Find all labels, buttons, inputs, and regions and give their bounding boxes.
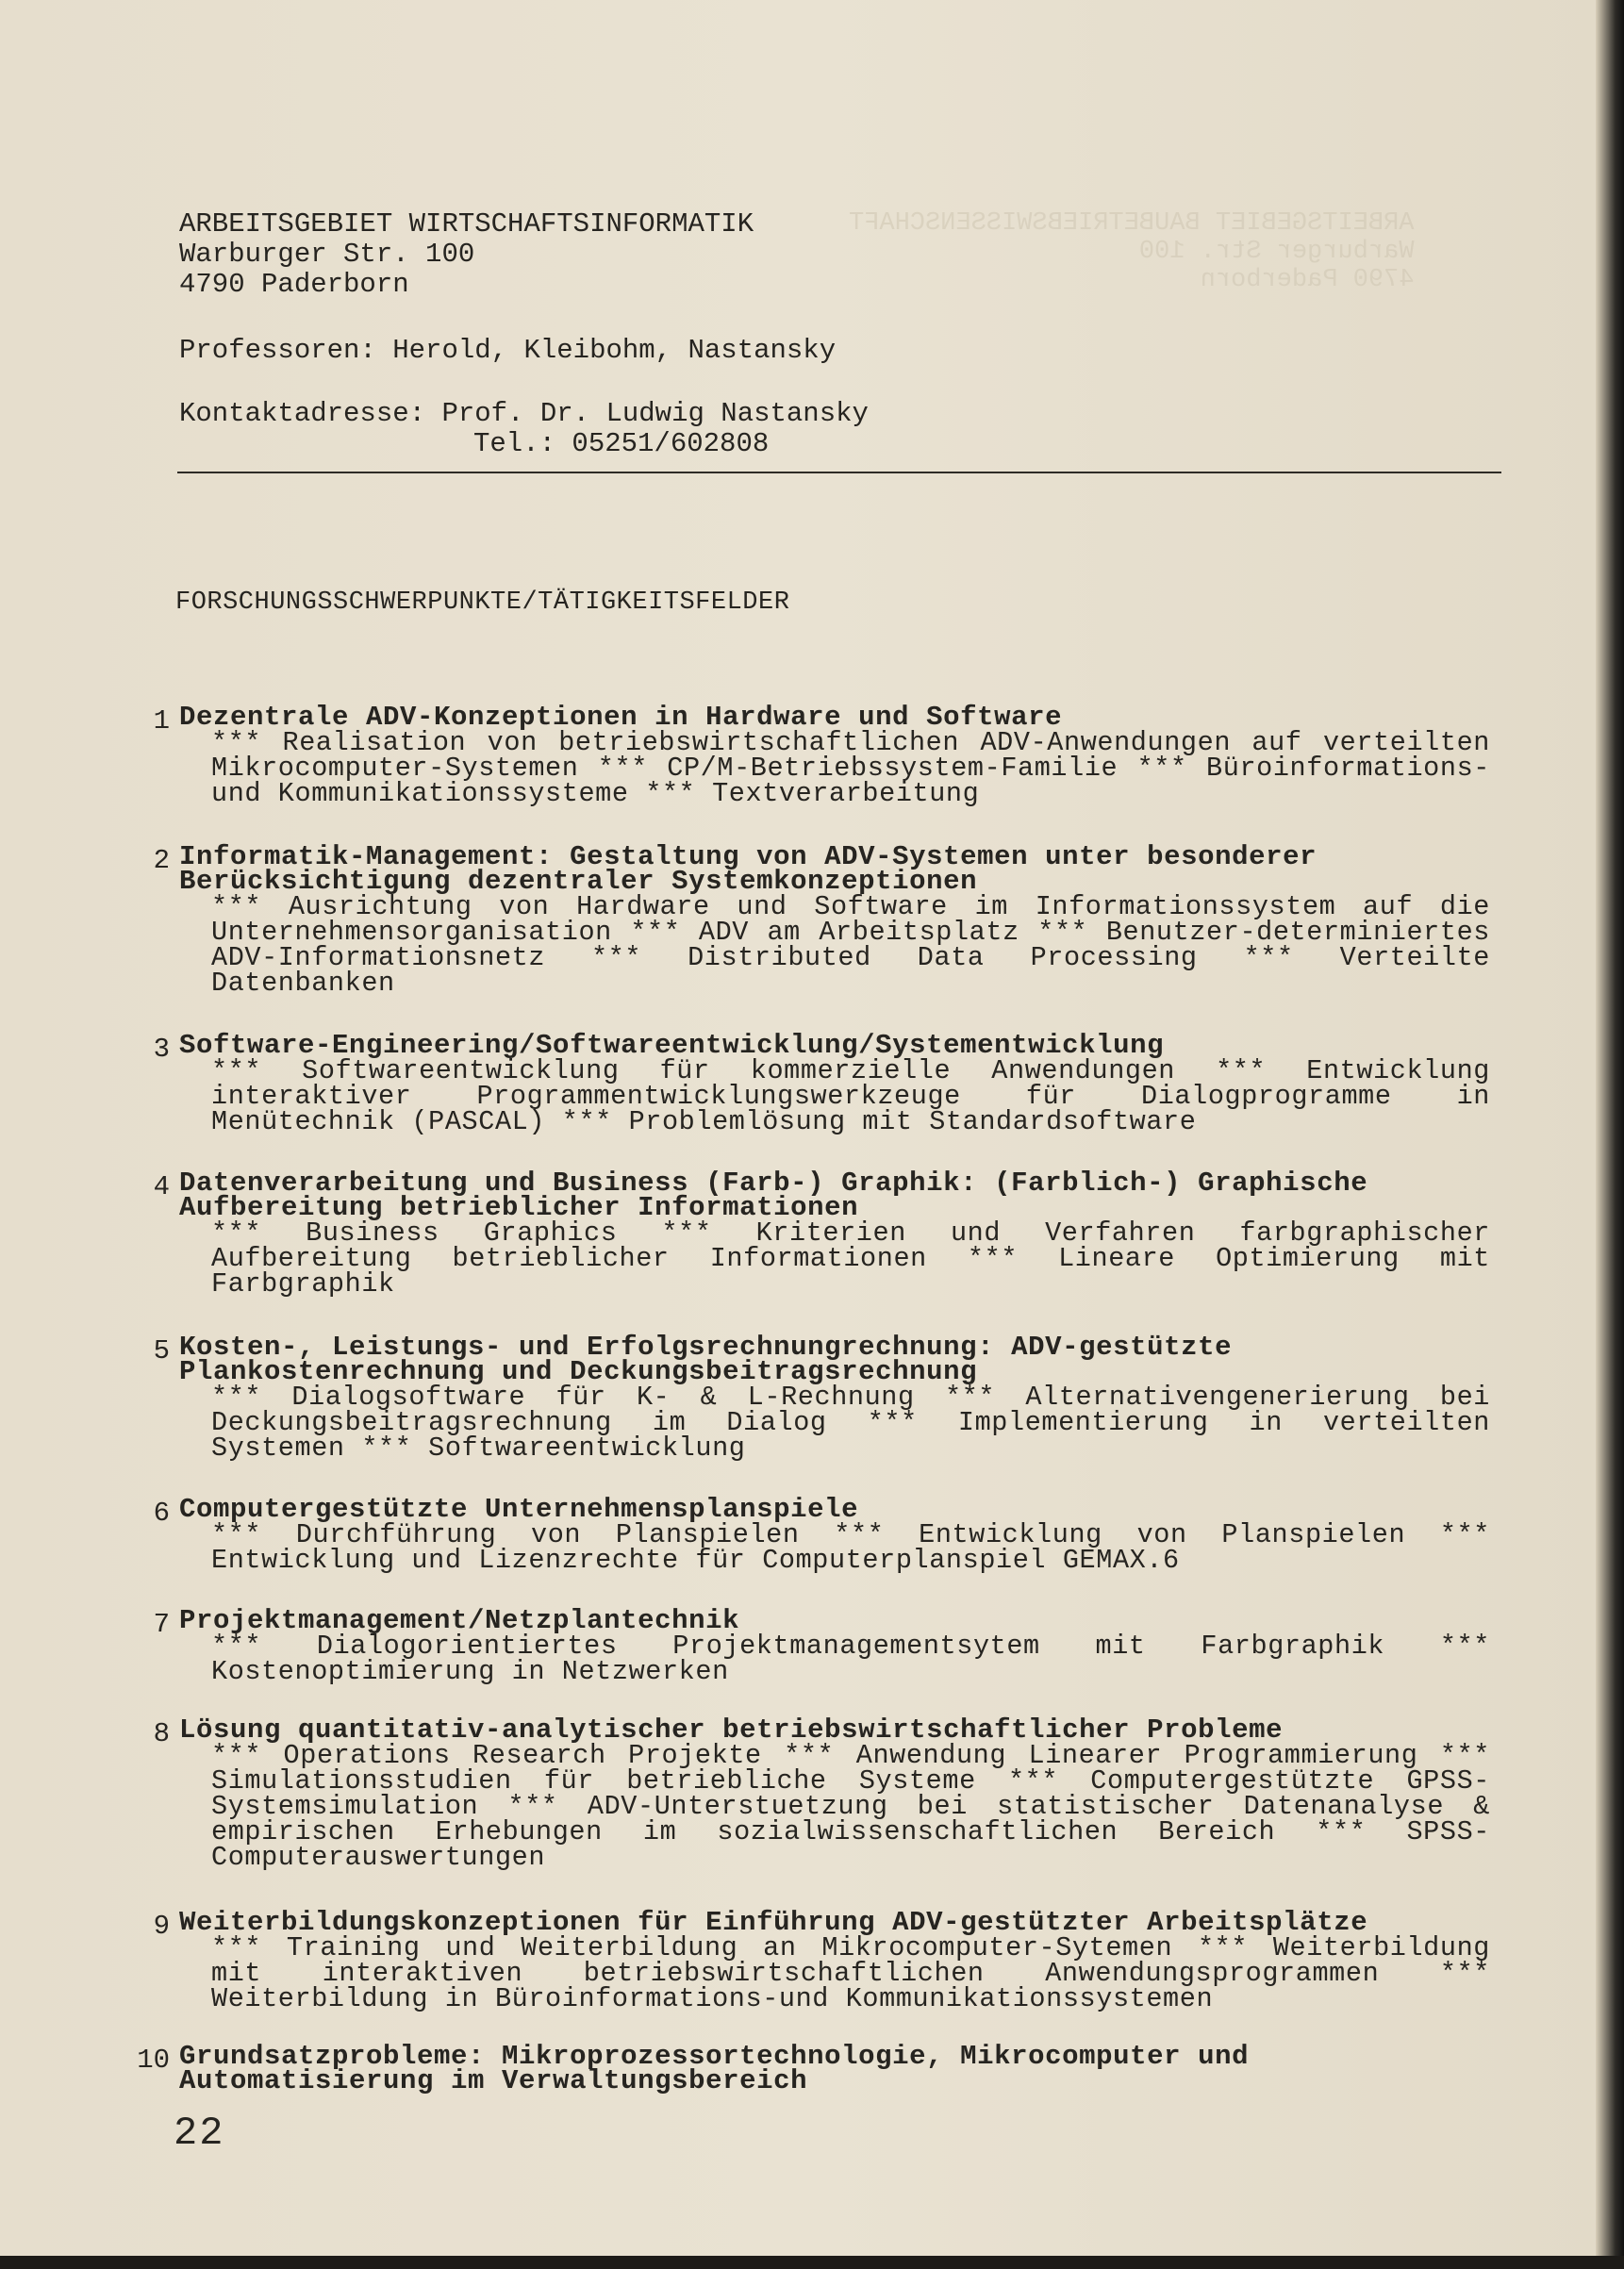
bottom-edge: [0, 2256, 1624, 2269]
institution-name: ARBEITSGEBIET WIRTSCHAFTSINFORMATIK: [179, 208, 754, 240]
city-address: 4790 Paderborn: [179, 269, 409, 300]
item-body: *** Realisation von betriebswirtschaftlichen ADV-Anwendungen auf verteilten Mikrocomputer-Systemen *** CP/M-Betriebssystem-Familie *** Büroinformations- und Kommunikationssysteme *** Textverarbeitung: [211, 727, 1490, 809]
item-body: *** Softwareentwicklung für kommerzielle Anwendungen *** Entwicklung interaktiver Programmentwicklungswerkzeuge für Dialogprogramme in Menütechnik (PASCAL) *** Problemlösung mit Standardsoftware: [211, 1055, 1490, 1137]
institution-address: [179, 209, 754, 300]
section-heading: FORSCHUNGSSCHWERPUNKTE/TÄTIGKEITSFELDER: [175, 588, 790, 617]
item-title: Software-Engineering/Softwareentwicklung/Systementwicklung: [179, 1030, 1165, 1061]
list-item: 8 Lösung quantitativ-analytischer betriebswirtschaftlicher Probleme *** Operations Research Projekte *** Anwendung Linearer Programmierung *** Simulationsstudien für betriebliche Systeme *** Computergestützte GPSS-Systemsimulation *** ADV-Unterstuetzung bei statistischer Datenanalyse & empirischen Erhebungen im sozialwissenschaftlichen Bereich *** SPSS-Computerauswertungen: [153, 1714, 1490, 1873]
page-number: 22: [174, 2111, 225, 2156]
item-title: Weiterbildungskonzeptionen für Einführung ADV-gestützter Arbeitsplätze: [179, 1907, 1368, 1938]
item-body: *** Training und Weiterbildung an Mikrocomputer-Sytemen *** Weiterbildung mit interaktiven betriebswirtschaftlichen Anwendungsprogrammen *** Weiterbildung in Büroinformations-und Kommunikationssystemen: [211, 1932, 1490, 2014]
item-title: Computergestützte Unternehmensplanspiele: [179, 1494, 859, 1525]
list-item: 4 Datenverarbeitung und Business (Farb-) Graphik: (Farblich-) Graphische Aufbereitung betrieblicher Informationen *** Business Graphics *** Kriterien und Verfahren farbgraphischer Aufbereitung betrieblicher Informationen *** Lineare Optimierung mit Farbgraphik: [153, 1168, 1490, 1300]
item-title: Lösung quantitativ-analytischer betriebswirtschaftlicher Probleme: [179, 1714, 1284, 1746]
list-item: 9 Weiterbildungskonzeptionen für Einführung ADV-gestützter Arbeitsplätze *** Training und Weiterbildung an Mikrocomputer-Sytemen *** Weiterbildung mit interaktiven betriebswirtschaftlichen Anwendungsprogrammen *** Weiterbildung in Büroinformations-und Kommunikationssystemen: [153, 1907, 1490, 2014]
professors-line: Professoren: Herold, Kleibohm, Nastansky: [179, 335, 837, 366]
list-item: 5 Kosten-, Leistungs- und Erfolgsrechnungrechnung: ADV-gestützte Plankostenrechnung und Deckungsbeitragsrechnung *** Dialogsoftware für K- & L-Rechnung *** Alternativengenerierung bei Deckungsbeitragsrechnung im Dialog *** Implementierung in verteilten Systemen *** Softwareentwicklung: [153, 1332, 1490, 1464]
bleed-through-text: ARBEITSGEBIET BAUBETRIEBSWISSENSCHAFT Warburger Str. 100 4790 Paderborn: [849, 209, 1415, 294]
item-body: *** Dialogorientiertes Projektmanagementsytem mit Farbgraphik *** Kostenoptimierung in Netzwerken: [211, 1631, 1490, 1687]
list-item: 6 Computergestützte Unternehmensplanspiele *** Durchführung von Planspielen *** Entwicklung von Planspielen *** Entwicklung und Lizenzrechte für Computerplanspiel GEMAX.6: [153, 1494, 1490, 1576]
list-item: 10 Grundsatzprobleme: Mikroprozessortechnologie, Mikrocomputer und Automatisierung im Verwaltungsbereich: [132, 2045, 1490, 2094]
item-title: Kosten-, Leistungs- und Erfolgsrechnungrechnung: ADV-gestützte Plankostenrechnung und Deckungsbeitragsrechnung: [179, 1332, 1233, 1387]
header-divider: [177, 472, 1501, 473]
item-title: Projektmanagement/Netzplantechnik: [179, 1605, 740, 1636]
item-body: *** Durchführung von Planspielen *** Entwicklung von Planspielen *** Entwicklung und Lizenzrechte für Computerplanspiel GEMAX.6: [211, 1519, 1490, 1576]
item-body: *** Dialogsoftware für K- & L-Rechnung *** Alternativengenerierung bei Deckungsbeitragsrechnung im Dialog *** Implementierung in verteilten Systemen *** Softwareentwicklung: [211, 1382, 1490, 1464]
street-address: Warburger Str. 100: [179, 239, 475, 270]
list-item: 7 Projektmanagement/Netzplantechnik *** Dialogorientiertes Projektmanagementsytem mit Farbgraphik *** Kostenoptimierung in Netzwerken: [153, 1605, 1490, 1687]
item-body: *** Ausrichtung von Hardware und Software im Informationssystem auf die Unternehmensorganisation *** ADV am Arbeitsplatz *** Benutzer-determiniertes ADV-Informationsnetz *** Distributed Data Processing *** Verteilte Datenbanken: [211, 891, 1490, 999]
list-item: 3 Software-Engineering/Softwareentwicklung/Systementwicklung *** Softwareentwicklung für kommerzielle Anwendungen *** Entwicklung interaktiver Programmentwicklungswerkzeuge für Dialogprogramme in Menütechnik (PASCAL) *** Problemlösung mit Standardsoftware: [153, 1030, 1490, 1137]
list-item: 1 Dezentrale ADV-Konzeptionen in Hardware und Software *** Realisation von betriebswirtschaftlichen ADV-Anwendungen auf verteilten Mikrocomputer-Systemen *** CP/M-Betriebssystem-Familie *** Büroinformations- und Kommunikationssysteme *** Textverarbeitung: [153, 702, 1490, 809]
contact-phone: Tel.: 05251/602808: [473, 428, 770, 459]
list-item: 2 Informatik-Management: Gestaltung von ADV-Systemen unter besonderer Berücksichtigung dezentraler Systemkonzeptionen *** Ausrichtung von Hardware und Software im Informationssystem auf die Unternehmensorganisation *** ADV am Arbeitsplatz *** Benutzer-determiniertes ADV-Informationsnetz *** Distributed Data Processing *** Verteilte Datenbanken: [153, 841, 1490, 999]
contact-block: [179, 399, 869, 459]
contact-person: Kontaktadresse: Prof. Dr. Ludwig Nastansky: [179, 398, 869, 429]
item-body: *** Operations Research Projekte *** Anwendung Linearer Programmierung *** Simulationsstudien für betriebliche Systeme *** Computergestützte GPSS-Systemsimulation *** ADV-Unterstuetzung bei statistischer Datenanalyse & empirischen Erhebungen im sozialwissenschaftlichen Bereich *** SPSS-Computerauswertungen: [211, 1740, 1490, 1873]
item-title: Informatik-Management: Gestaltung von ADV-Systemen unter besonderer Berücksichtigung dezentraler Systemkonzeptionen: [179, 841, 1317, 897]
binding-edge: [1596, 0, 1624, 2269]
item-title: Grundsatzprobleme: Mikroprozessortechnologie, Mikrocomputer und Automatisierung im Verwaltungsbereich: [179, 2041, 1250, 2096]
item-title: Datenverarbeitung und Business (Farb-) Graphik: (Farblich-) Graphische Aufbereitung betrieblicher Informationen: [179, 1168, 1368, 1223]
item-body: *** Business Graphics *** Kriterien und Verfahren farbgraphischer Aufbereitung betrieblicher Informationen *** Lineare Optimierung mit Farbgraphik: [211, 1217, 1490, 1300]
item-title: Dezentrale ADV-Konzeptionen in Hardware und Software: [179, 702, 1063, 733]
